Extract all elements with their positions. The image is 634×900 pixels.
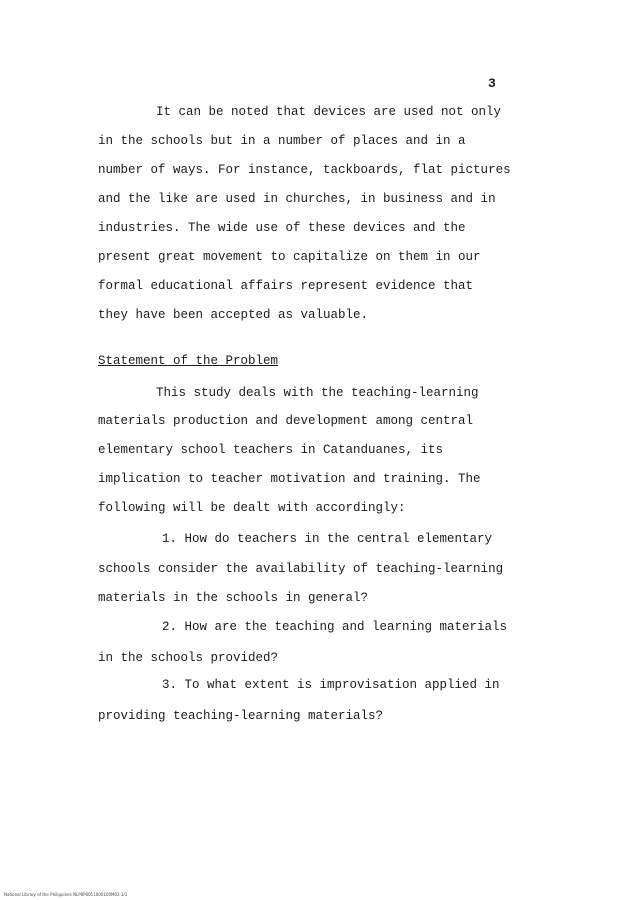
paragraph-line: in the schools but in a number of places and in a bbox=[98, 134, 466, 148]
question-2-line: 2. How are the teaching and learning materials bbox=[162, 620, 508, 634]
question-1-line: schools consider the availability of teaching-learning bbox=[98, 562, 504, 576]
question-2-line: in the schools provided? bbox=[98, 651, 279, 665]
paragraph-line: elementary school teachers in Catanduanes, its bbox=[98, 443, 444, 457]
paragraph-line: industries. The wide use of these devices and the bbox=[98, 221, 466, 235]
paragraph-line: and the like are used in churches, in business and in bbox=[98, 192, 496, 206]
paragraph-line: number of ways. For instance, tackboards, flat pictures bbox=[98, 163, 511, 177]
paragraph-line: formal educational affairs represent evidence that bbox=[98, 279, 474, 293]
paragraph-line: materials production and development among central bbox=[98, 414, 474, 428]
paragraph-line: following will be dealt with accordingly: bbox=[98, 501, 406, 515]
question-1-line: materials in the schools in general? bbox=[98, 591, 369, 605]
paragraph-line: present great movement to capitalize on them in our bbox=[98, 250, 481, 264]
question-1-line: 1. How do teachers in the central elementary bbox=[162, 532, 493, 546]
paragraph-line: This study deals with the teaching-learning bbox=[156, 386, 479, 400]
paragraph-line: It can be noted that devices are used not only bbox=[156, 105, 502, 119]
question-3-line: providing teaching-learning materials? bbox=[98, 709, 384, 723]
page-number: 3 bbox=[488, 76, 496, 91]
section-heading: Statement of the Problem bbox=[98, 354, 279, 368]
paragraph-line: implication to teacher motivation and training. The bbox=[98, 472, 481, 486]
paragraph-line: they have been accepted as valuable. bbox=[98, 308, 369, 322]
question-3-line: 3. To what extent is improvisation applied in bbox=[162, 678, 500, 692]
archive-stamp: National Library of the Philippines NLP0P0011000100M03 1/1 bbox=[4, 892, 128, 897]
